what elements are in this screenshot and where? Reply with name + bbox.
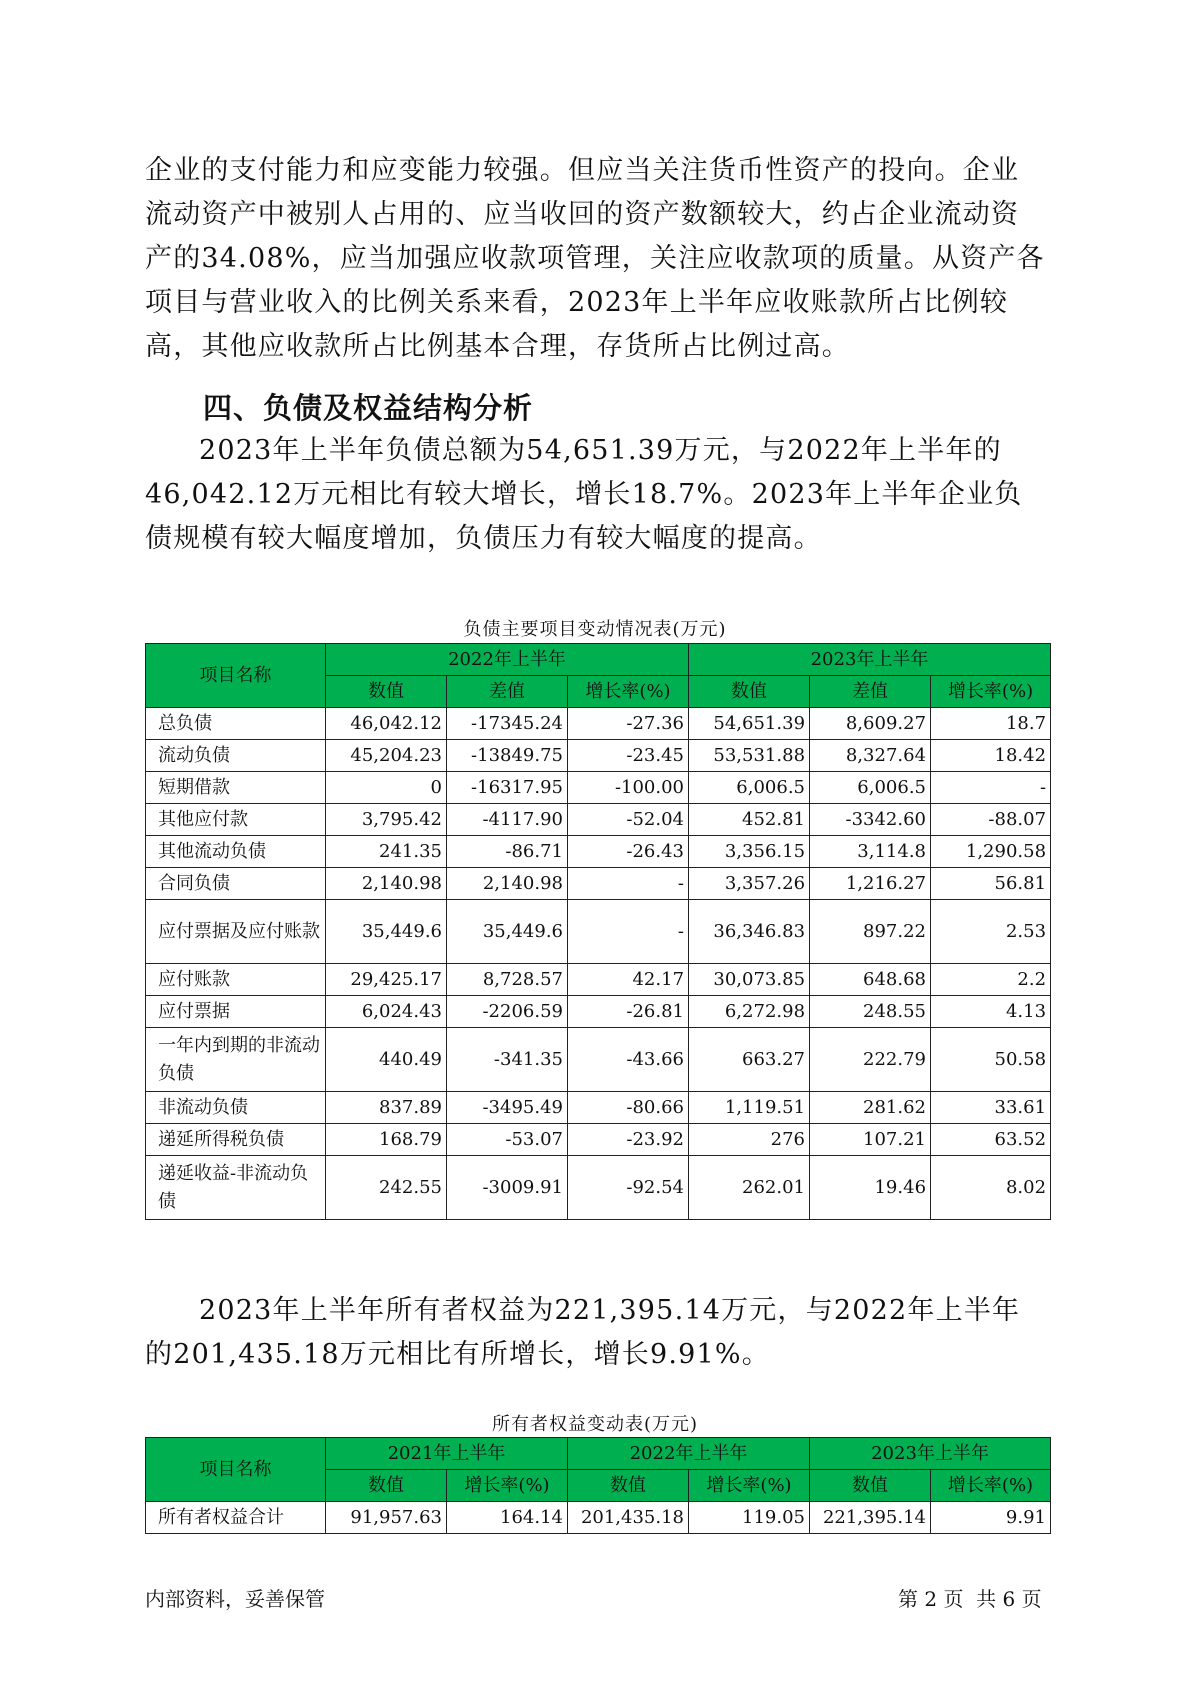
footer-page-number: 第 2 页 共 6 页 xyxy=(898,1587,1042,1611)
column-header: 数值 xyxy=(326,676,447,708)
column-header: 数值 xyxy=(689,676,810,708)
table-row xyxy=(146,1092,1051,1124)
column-header: 差值 xyxy=(447,676,568,708)
column-header: 增长率(%) xyxy=(931,1470,1051,1502)
table-row xyxy=(146,708,1051,740)
row-item-name: 应付票据及应付账款 xyxy=(146,900,326,964)
paragraph-equity-summary: 2023年上半年所有者权益为221,395.14万元，与2022年上半年的201,435.18万元相比有所增长，增长9.91%。 xyxy=(145,1295,1021,1370)
row-item-name: 递延收益-非流动负债 xyxy=(146,1156,326,1220)
table-row xyxy=(146,964,1051,996)
table-cell: 262.01 xyxy=(689,1156,810,1220)
table-cell: -53.07 xyxy=(447,1124,568,1156)
table-cell: 30,073.85 xyxy=(689,964,810,996)
table-cell: -3495.49 xyxy=(447,1092,568,1124)
table-cell: 452.81 xyxy=(689,804,810,836)
table-cell: 168.79 xyxy=(326,1124,447,1156)
table-cell: 33.61 xyxy=(931,1092,1051,1124)
table-cell: 18.7 xyxy=(931,708,1051,740)
row-item-name: 短期借款 xyxy=(146,772,326,804)
table-cell: 242.55 xyxy=(326,1156,447,1220)
row-item-name: 合同负债 xyxy=(146,868,326,900)
table-cell: 50.58 xyxy=(931,1028,1051,1092)
table-cell: -92.54 xyxy=(568,1156,689,1220)
row-item-name: 其他流动负债 xyxy=(146,836,326,868)
table-cell: -80.66 xyxy=(568,1092,689,1124)
period-header: 2023年上半年 xyxy=(810,1438,1051,1470)
paragraph-liability-summary: 2023年上半年负债总额为54,651.39万元，与2022年上半年的46,042.12万元相比有较大增长，增长18.7%。2023年上半年企业负债规模有较大幅度增加，负债压力有较大幅度的提高。 xyxy=(145,435,1023,554)
table-row xyxy=(146,1124,1051,1156)
liability-table-caption: 负债主要项目变动情况表(万元) xyxy=(463,619,727,640)
table-cell: 35,449.6 xyxy=(447,900,568,964)
table-row xyxy=(146,836,1051,868)
table-cell: -341.35 xyxy=(447,1028,568,1092)
table-cell: 35,449.6 xyxy=(326,900,447,964)
table-row xyxy=(146,900,1051,964)
table-cell: 2,140.98 xyxy=(447,868,568,900)
footer-confidential-note: 内部资料，妥善保管 xyxy=(145,1587,325,1611)
table-cell: 241.35 xyxy=(326,836,447,868)
table-cell: 45,204.23 xyxy=(326,740,447,772)
table-cell: -17345.24 xyxy=(447,708,568,740)
table-cell: 1,119.51 xyxy=(689,1092,810,1124)
table-cell: 3,357.26 xyxy=(689,868,810,900)
table-cell: 63.52 xyxy=(931,1124,1051,1156)
section-heading: 四、负债及权益结构分析 xyxy=(203,391,534,425)
row-item-name: 应付账款 xyxy=(146,964,326,996)
table-row xyxy=(146,804,1051,836)
table-cell: 36,346.83 xyxy=(689,900,810,964)
table-cell: 276 xyxy=(689,1124,810,1156)
table-cell: -3009.91 xyxy=(447,1156,568,1220)
table-cell: 6,006.5 xyxy=(810,772,931,804)
column-header: 数值 xyxy=(326,1470,447,1502)
table-cell: 222.79 xyxy=(810,1028,931,1092)
table-cell: 2.53 xyxy=(931,900,1051,964)
period-header: 2023年上半年 xyxy=(689,644,1051,676)
table-cell: 3,356.15 xyxy=(689,836,810,868)
equity-table-caption: 所有者权益变动表(万元) xyxy=(491,1414,699,1435)
table-row xyxy=(146,1502,1051,1534)
table-cell: 8,728.57 xyxy=(447,964,568,996)
table-cell: 248.55 xyxy=(810,996,931,1028)
table-cell: -43.66 xyxy=(568,1028,689,1092)
table-cell: -3342.60 xyxy=(810,804,931,836)
table-row xyxy=(146,868,1051,900)
table-cell: 837.89 xyxy=(326,1092,447,1124)
table-cell: 46,042.12 xyxy=(326,708,447,740)
table-cell: 281.62 xyxy=(810,1092,931,1124)
table-cell: -26.81 xyxy=(568,996,689,1028)
table-cell: -86.71 xyxy=(447,836,568,868)
table-cell: - xyxy=(931,772,1051,804)
column-header: 数值 xyxy=(568,1470,689,1502)
table-cell: -27.36 xyxy=(568,708,689,740)
table-cell: 663.27 xyxy=(689,1028,810,1092)
table-cell: 201,435.18 xyxy=(568,1502,689,1534)
table-cell: 8,327.64 xyxy=(810,740,931,772)
item-name-header: 项目名称 xyxy=(146,1438,326,1502)
row-item-name: 递延所得税负债 xyxy=(146,1124,326,1156)
table-row xyxy=(146,1028,1051,1092)
table-cell: 107.21 xyxy=(810,1124,931,1156)
period-header: 2022年上半年 xyxy=(568,1438,810,1470)
table-cell: -16317.95 xyxy=(447,772,568,804)
table-cell: 19.46 xyxy=(810,1156,931,1220)
table-cell: 0 xyxy=(326,772,447,804)
table-cell: 91,957.63 xyxy=(326,1502,447,1534)
table-row xyxy=(146,772,1051,804)
table-cell: 4.13 xyxy=(931,996,1051,1028)
table-cell: 29,425.17 xyxy=(326,964,447,996)
table-cell: 54,651.39 xyxy=(689,708,810,740)
table-cell: 648.68 xyxy=(810,964,931,996)
table-cell: 2.2 xyxy=(931,964,1051,996)
table-row xyxy=(146,740,1051,772)
table-cell: -23.92 xyxy=(568,1124,689,1156)
table-cell: 6,272.98 xyxy=(689,996,810,1028)
table-cell: 42.17 xyxy=(568,964,689,996)
column-header: 增长率(%) xyxy=(447,1470,568,1502)
column-header: 增长率(%) xyxy=(931,676,1051,708)
table-cell: 3,114.8 xyxy=(810,836,931,868)
table-cell: -26.43 xyxy=(568,836,689,868)
column-header: 差值 xyxy=(810,676,931,708)
row-item-name: 总负债 xyxy=(146,708,326,740)
table-cell: -2206.59 xyxy=(447,996,568,1028)
table-cell: 56.81 xyxy=(931,868,1051,900)
paragraph-asset-analysis: 企业的支付能力和应变能力较强。但应当关注货币性资产的投向。企业流动资产中被别人占用的、应当收回的资产数额较大，约占企业流动资产的34.08%，应当加强应收款项管理，关注应收款项的质量。从资产各项目与营业收入的比例关系来看，2023年上半年应收账款所占比例较高，其他应收款所占比例基本合理，存货所占比例过高。 xyxy=(145,155,1045,362)
table-cell: -13849.75 xyxy=(447,740,568,772)
table-cell: 221,395.14 xyxy=(810,1502,931,1534)
row-item-name: 应付票据 xyxy=(146,996,326,1028)
table-cell: 1,216.27 xyxy=(810,868,931,900)
table-cell: 897.22 xyxy=(810,900,931,964)
table-cell: 3,795.42 xyxy=(326,804,447,836)
table-cell: 9.91 xyxy=(931,1502,1051,1534)
period-header: 2022年上半年 xyxy=(326,644,689,676)
row-item-name: 流动负债 xyxy=(146,740,326,772)
table-cell: 6,024.43 xyxy=(326,996,447,1028)
table-cell: 2,140.98 xyxy=(326,868,447,900)
table-cell: -4117.90 xyxy=(447,804,568,836)
row-item-name: 一年内到期的非流动负债 xyxy=(146,1028,326,1092)
table-cell: 8,609.27 xyxy=(810,708,931,740)
row-item-name: 其他应付款 xyxy=(146,804,326,836)
liability-table xyxy=(145,643,1051,1220)
table-cell: - xyxy=(568,868,689,900)
period-header: 2021年上半年 xyxy=(326,1438,568,1470)
column-header: 增长率(%) xyxy=(568,676,689,708)
table-row xyxy=(146,1156,1051,1220)
row-item-name: 非流动负债 xyxy=(146,1092,326,1124)
table-cell: -100.00 xyxy=(568,772,689,804)
column-header: 增长率(%) xyxy=(689,1470,810,1502)
table-cell: - xyxy=(568,900,689,964)
table-row xyxy=(146,996,1051,1028)
table-cell: 8.02 xyxy=(931,1156,1051,1220)
table-cell: -88.07 xyxy=(931,804,1051,836)
column-header: 数值 xyxy=(810,1470,931,1502)
row-item-name: 所有者权益合计 xyxy=(146,1502,326,1534)
table-cell: 164.14 xyxy=(447,1502,568,1534)
item-name-header: 项目名称 xyxy=(146,644,326,708)
equity-table xyxy=(145,1437,1051,1534)
table-cell: -52.04 xyxy=(568,804,689,836)
table-cell: 440.49 xyxy=(326,1028,447,1092)
table-cell: 119.05 xyxy=(689,1502,810,1534)
table-cell: 6,006.5 xyxy=(689,772,810,804)
table-cell: -23.45 xyxy=(568,740,689,772)
table-cell: 53,531.88 xyxy=(689,740,810,772)
table-cell: 1,290.58 xyxy=(931,836,1051,868)
table-cell: 18.42 xyxy=(931,740,1051,772)
